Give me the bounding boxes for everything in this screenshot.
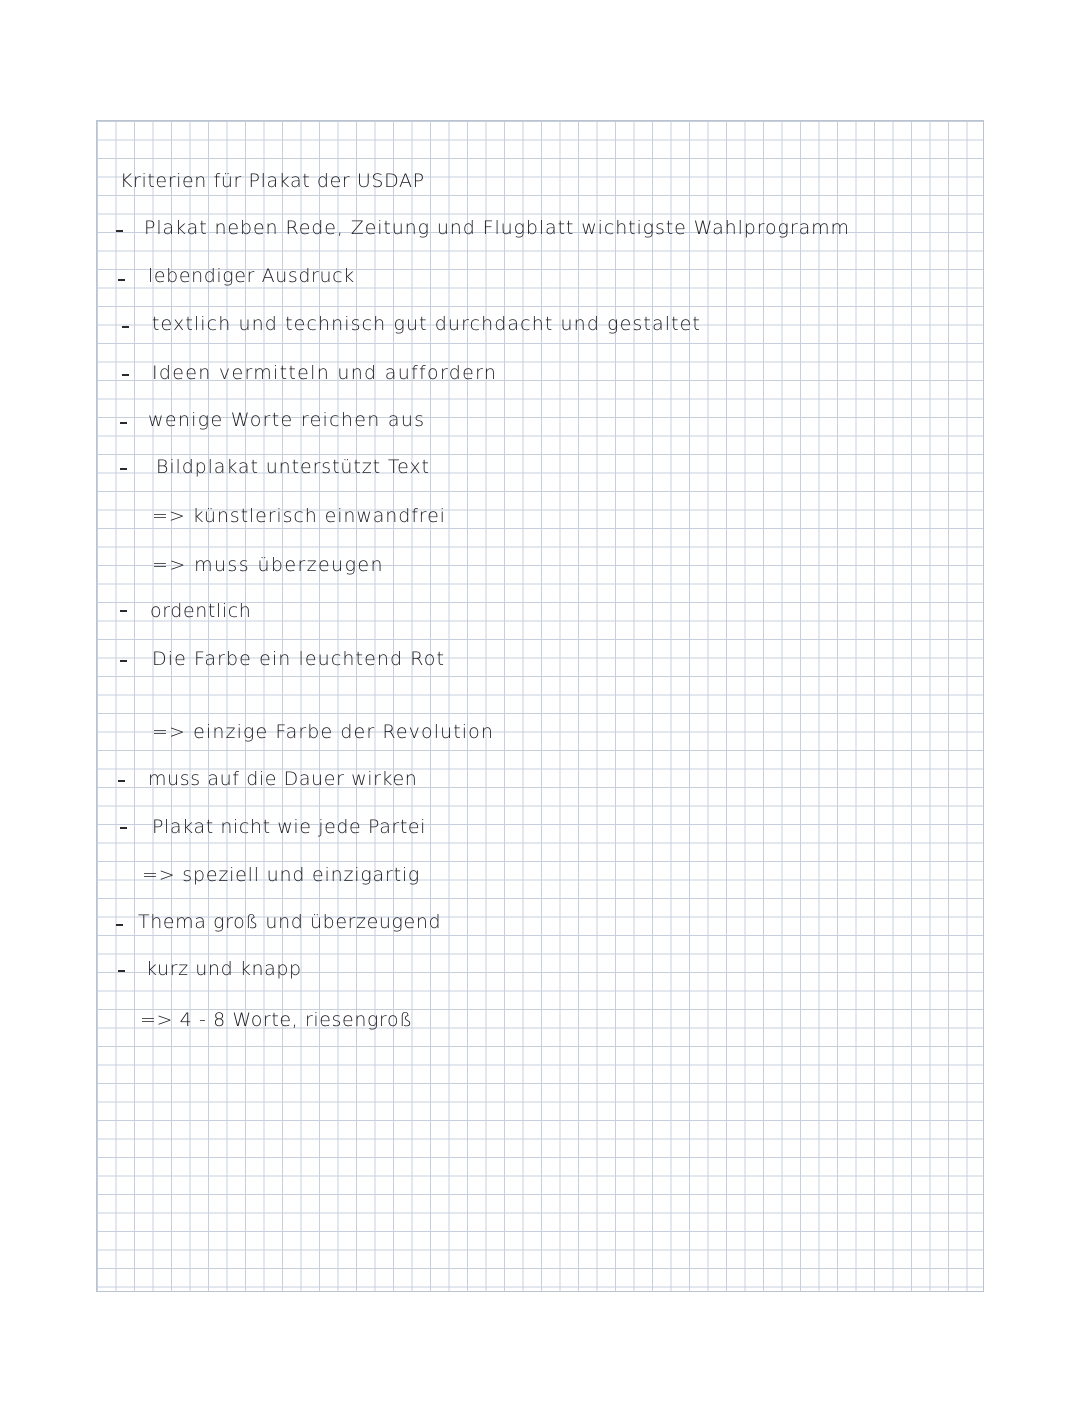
bullet-dash	[116, 924, 123, 926]
bullet-dash	[118, 970, 125, 972]
bullet-dash	[120, 422, 127, 424]
bullet-dash	[118, 780, 125, 782]
bullet-dash	[122, 374, 129, 376]
bullet-dash	[120, 468, 127, 470]
note-line-12: muss auf die Dauer wirken	[148, 768, 418, 790]
note-line-4: Ideen vermitteln und auffordern	[152, 362, 498, 384]
note-line-5: wenige Worte reichen aus	[148, 409, 426, 431]
note-line-9: ordentlich	[150, 600, 252, 622]
grid-paper-sheet	[96, 120, 984, 1292]
note-line-14: => speziell und einzigartig	[142, 864, 421, 886]
bullet-dash	[118, 279, 125, 281]
note-line-17: => 4 - 8 Worte, riesengroß	[140, 1009, 413, 1031]
note-line-6: Bildplakat unterstützt Text	[156, 456, 430, 478]
note-line-2: lebendiger Ausdruck	[148, 265, 355, 287]
note-line-11: => einzige Farbe der Revolution	[152, 721, 495, 743]
bullet-dash	[120, 660, 127, 662]
note-line-3: textlich und technisch gut durchdacht und gestaltet	[152, 313, 701, 335]
note-line-10: Die Farbe ein leuchtend Rot	[152, 648, 446, 670]
note-line-16: kurz und knapp	[146, 958, 302, 980]
note-line-13: Plakat nicht wie jede Partei	[152, 816, 427, 838]
bullet-dash	[120, 827, 127, 829]
note-line-1: Plakat neben Rede, Zeitung und Flugblatt wichtigste Wahlprogramm	[144, 217, 850, 239]
note-line-15: Thema groß und überzeugend	[138, 911, 442, 933]
bullet-dash	[120, 610, 127, 612]
bullet-dash	[122, 326, 129, 328]
notes-title: Kriterien für Plakat der USDAP	[120, 170, 425, 192]
bullet-dash	[116, 230, 123, 232]
note-line-7: => künstlerisch einwandfrei	[152, 505, 446, 527]
note-line-8: => muss überzeugen	[152, 554, 384, 576]
